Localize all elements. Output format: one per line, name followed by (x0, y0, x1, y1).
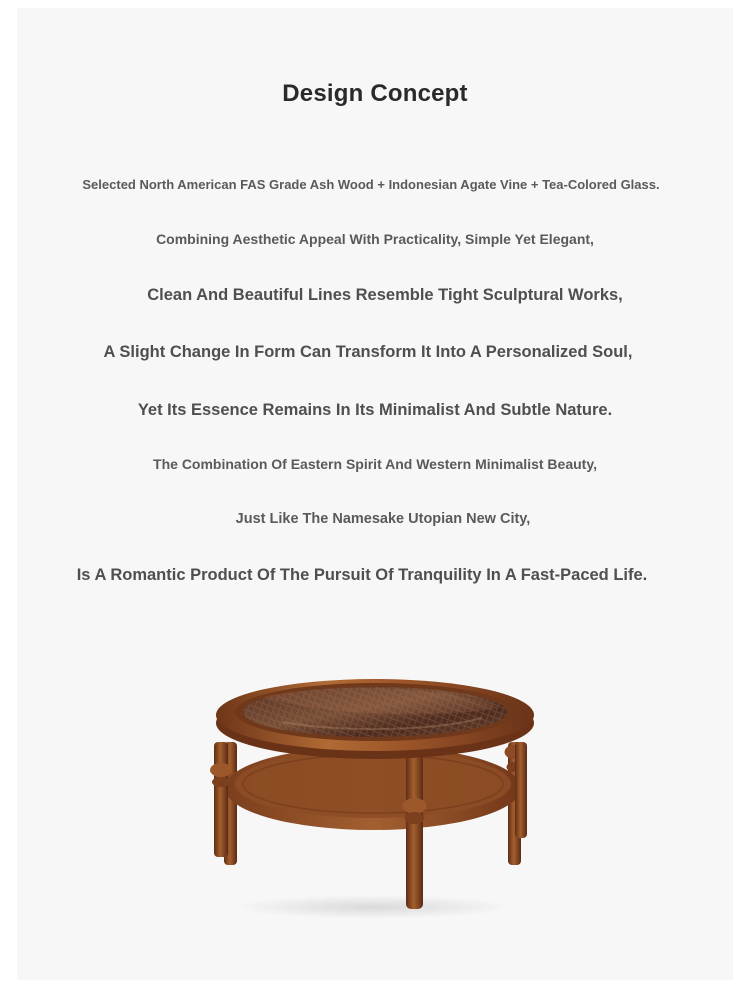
coffee-table-image (205, 660, 545, 920)
concept-line-4: A Slight Change In Form Can Transform It Into A Personalized Soul, (103, 343, 633, 361)
concept-line-6: The Combination Of Eastern Spirit And Western Minimalist Beauty, (153, 456, 597, 472)
concept-line-1: Selected North American FAS Grade Ash Wood + Indonesian Agate Vine + Tea-Colored Glass. (82, 177, 660, 192)
table-top (216, 679, 534, 759)
concept-line-2: Combining Aesthetic Appeal With Practicality, Simple Yet Elegant, (156, 231, 594, 247)
concept-line-7: Just Like The Namesake Utopian New City, (235, 511, 531, 527)
concept-line-5: Yet Its Essence Remains In Its Minimalist And Subtle Nature. (137, 401, 613, 419)
page-title: Design Concept (282, 80, 468, 107)
concept-line-8: Is A Romantic Product Of The Pursuit Of Tranquility In A Fast-Paced Life. (76, 566, 648, 584)
concept-line-3: Clean And Beautiful Lines Resemble Tight Sculptural Works, (147, 286, 623, 304)
